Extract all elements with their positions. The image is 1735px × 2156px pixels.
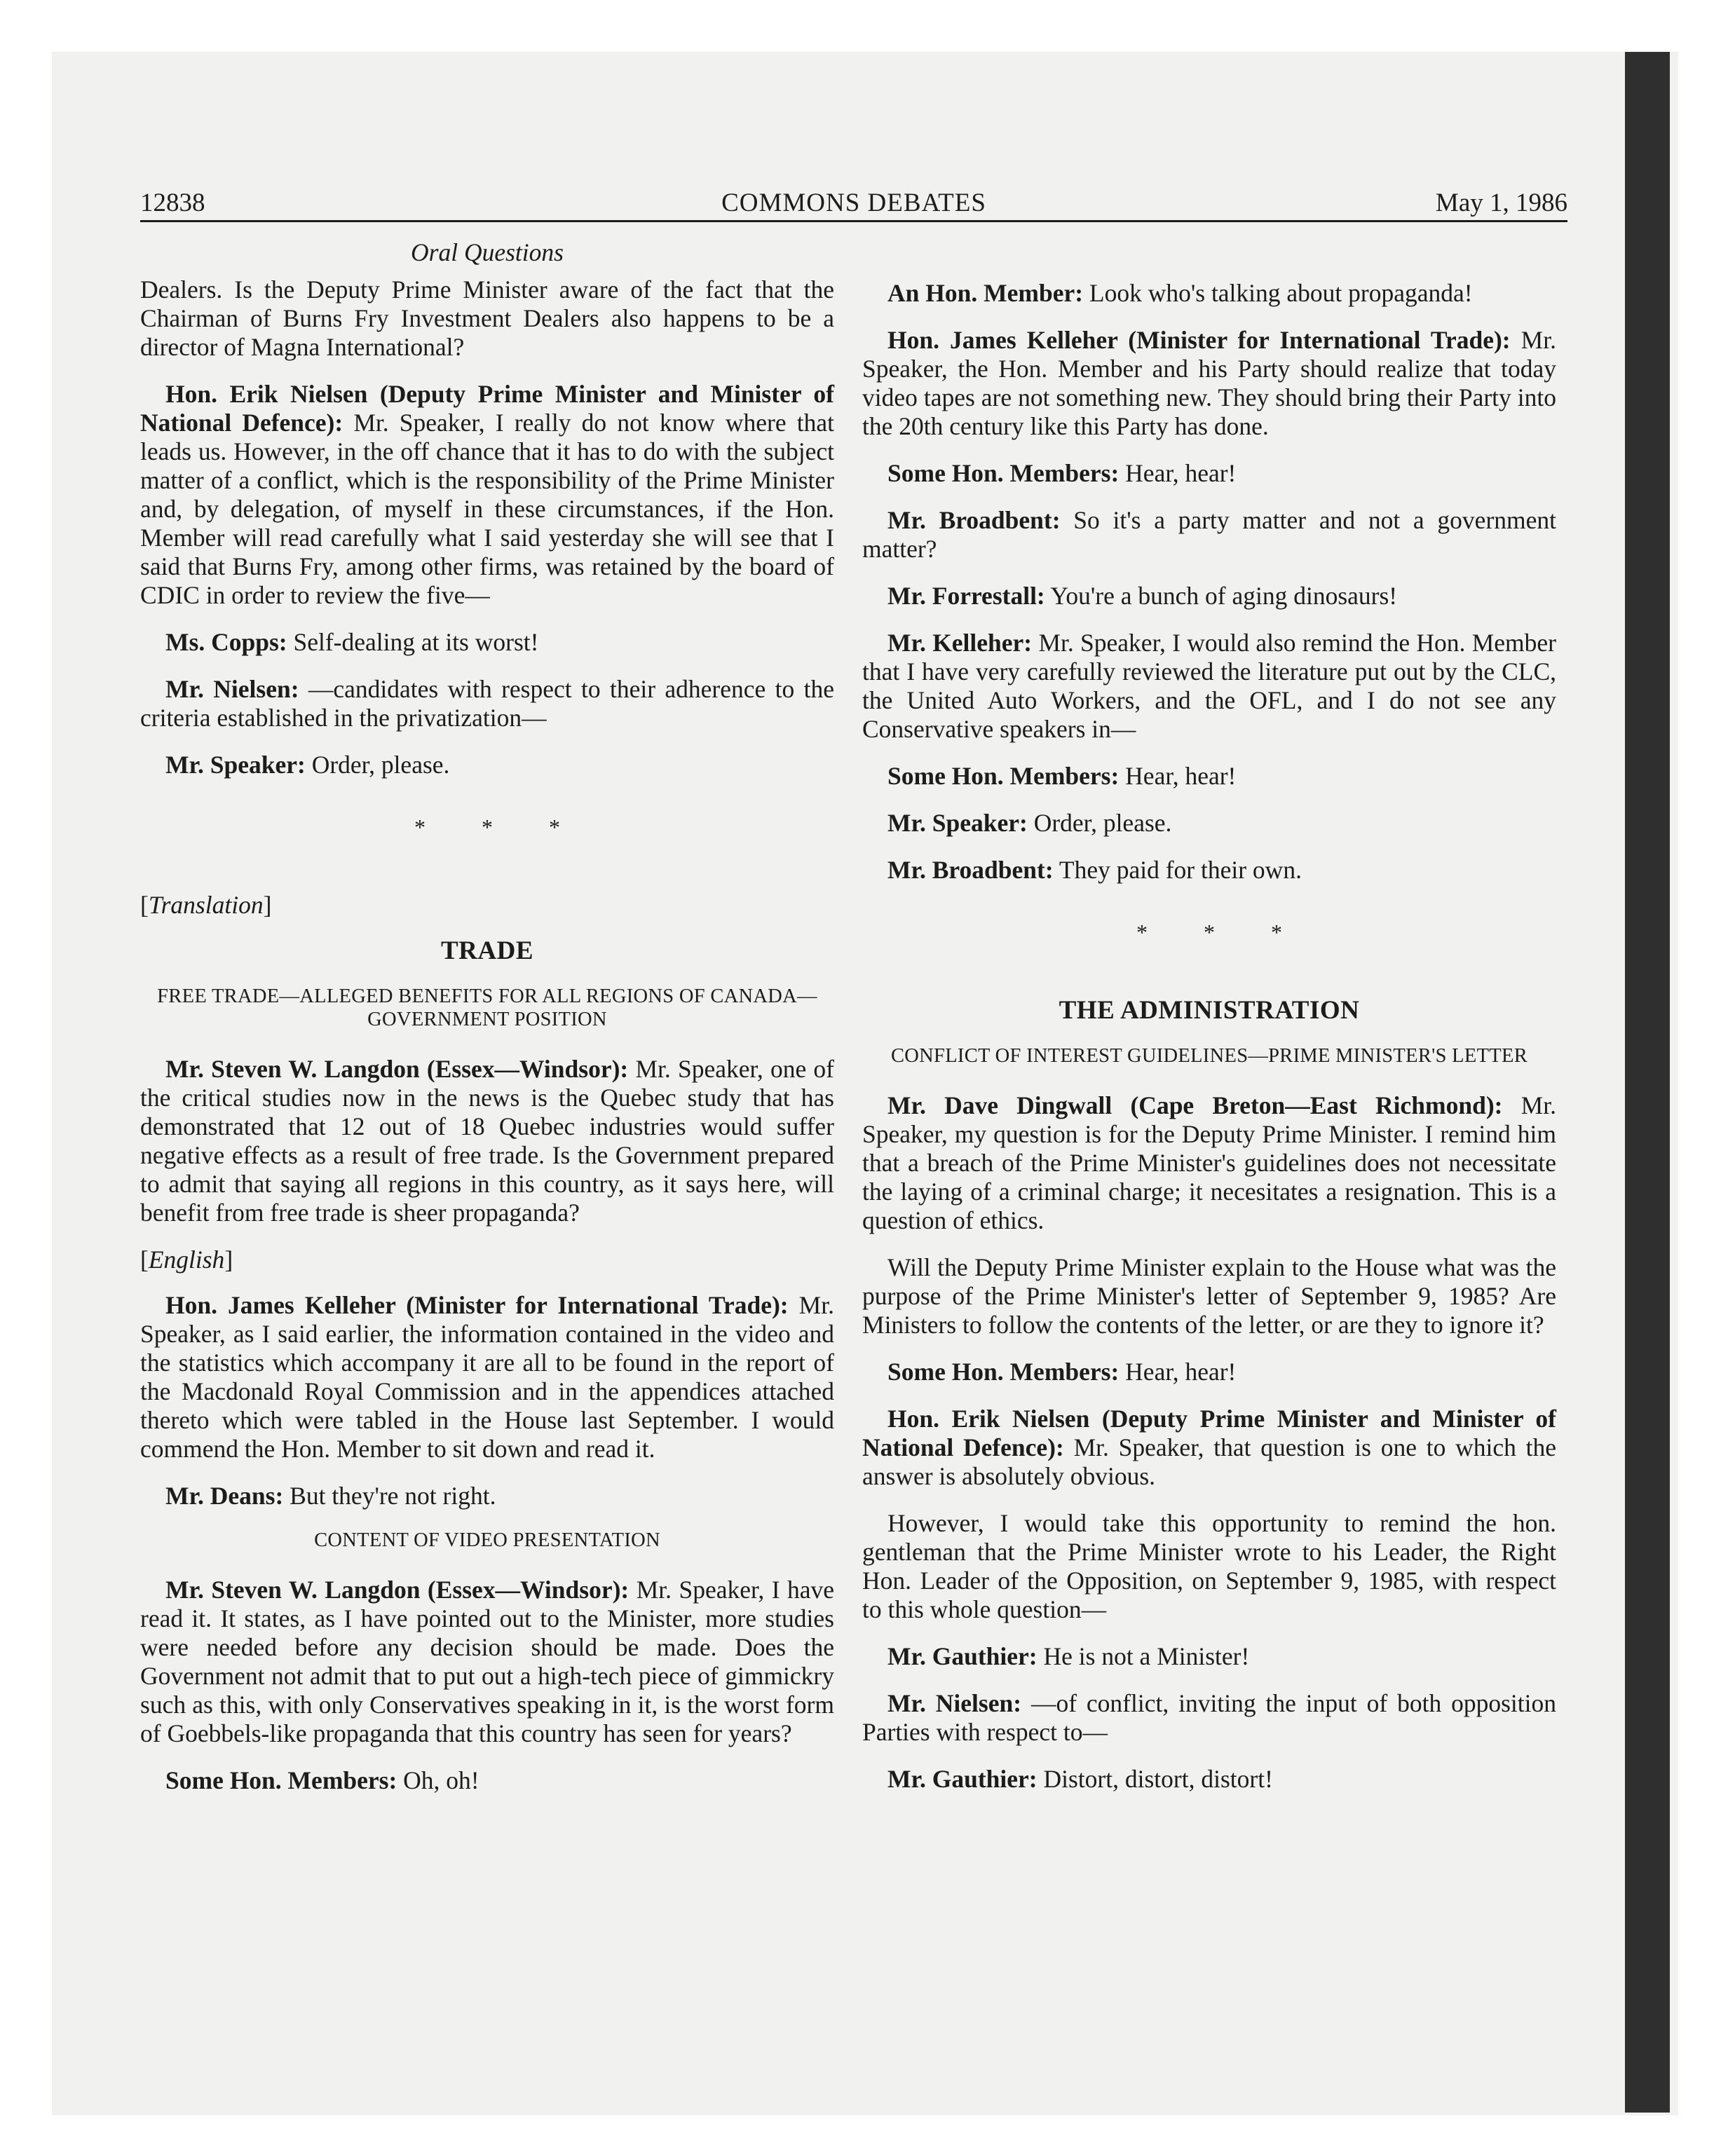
speaker-name: Mr. Deans: xyxy=(165,1482,284,1510)
paragraph xyxy=(862,1405,1556,1491)
paragraph-text: Dealers. Is the Deputy Prime Minister aware of the fact that the Chairman of Burns Fry Investment Dealers also happens to be a director of Magna International? xyxy=(140,275,834,361)
speech-text: Mr. Speaker, I have read it. It states, as I have pointed out to the Minister, more studies were needed before any decision should be made. Does the Government not admit that to put out a high-tech piece of gimmickry such as this, with only Conservatives speaking in it, is the worst form of Goebbels-like propaganda that this country has seen for years? xyxy=(140,1576,834,1747)
section-separator: * * * xyxy=(1136,920,1307,945)
language-label: Translation xyxy=(148,891,264,919)
speaker-name: An Hon. Member: xyxy=(887,279,1084,307)
speaker-name: Mr. Steven W. Langdon (Essex—Windsor): xyxy=(165,1576,630,1604)
speaker-name: Mr. Forrestall: xyxy=(887,582,1045,610)
language-marker: [English] xyxy=(140,1246,233,1274)
speaker-name: Mr. Nielsen: xyxy=(887,1689,1022,1717)
paragraph xyxy=(862,1689,1556,1747)
speaker-name: Mr. Speaker: xyxy=(165,751,306,779)
section-heading: TRADE xyxy=(440,936,534,965)
paragraph-text: However, I would take this opportunity to remind the hon. gentleman that the Prime Minister wrote to his Leader, the Right Hon. Leader of the Opposition, on September 9, 1985, with respect to this whole question— xyxy=(862,1509,1556,1623)
speech-text: Order, please. xyxy=(305,751,450,779)
paragraph xyxy=(140,275,834,362)
speaker-name: Mr. Gauthier: xyxy=(887,1765,1037,1793)
speech-text: Look who's talking about propaganda! xyxy=(1083,279,1473,307)
paragraph xyxy=(140,675,834,732)
speaker-name: Some Hon. Members: xyxy=(165,1766,397,1794)
speaker-name: Mr. Dave Dingwall (Cape Breton—East Richmond): xyxy=(887,1091,1503,1119)
speaker-name: Some Hon. Members: xyxy=(887,1358,1120,1386)
language-marker: [Translation] xyxy=(140,891,272,919)
speaker-name: Ms. Copps: xyxy=(165,628,287,656)
speech-text: Mr. Speaker, as I said earlier, the information contained in the video and the statistics which accompany it are all to be found in the report of the Macdonald Royal Commission and in the appendices attached thereto which were tabled in the House last September. I would commend the Hon. Member to sit down and read it. xyxy=(140,1291,834,1463)
speaker-name: Mr. Kelleher: xyxy=(887,629,1033,657)
speaker-name: Hon. James Kelleher (Minister for International Trade): xyxy=(887,326,1511,354)
speech-text: Oh, oh! xyxy=(397,1766,479,1794)
paragraph xyxy=(140,1576,834,1748)
speaker-name: Mr. Broadbent: xyxy=(887,506,1061,534)
publication-title: COMMONS DEBATES xyxy=(721,189,986,217)
speaker-name: Mr. Nielsen: xyxy=(165,675,299,703)
speech-text: Hear, hear! xyxy=(1119,762,1237,790)
speech-text: Self-dealing at its worst! xyxy=(287,628,539,656)
speaker-name: Mr. Gauthier: xyxy=(887,1642,1037,1670)
publication-date: May 1, 1986 xyxy=(1435,189,1567,217)
paragraph xyxy=(862,1642,1556,1671)
paragraph xyxy=(140,628,834,657)
paragraph xyxy=(862,1509,1556,1624)
right-column xyxy=(862,279,1556,1812)
paragraph xyxy=(862,762,1556,791)
paragraph xyxy=(862,1091,1556,1235)
speech-text: Mr. Speaker, the Hon. Member and his Party should realize that today video tapes are not something new. They should bring their Party into the 20th century like this Party has done. xyxy=(862,326,1556,440)
paragraph xyxy=(140,751,834,779)
paragraph xyxy=(140,380,834,610)
subsection-heading: FREE TRADE—ALLEGED BENEFITS FOR ALL REGIONS OF CANADA—GOVERNMENT POSITION xyxy=(157,985,817,1030)
subsection-heading: CONTENT OF VIDEO PRESENTATION xyxy=(314,1529,660,1551)
paragraph xyxy=(862,1358,1556,1386)
paragraph xyxy=(140,1482,834,1510)
speech-text: Distort, distort, distort! xyxy=(1037,1765,1273,1793)
speech-text: —candidates with respect to their adherence to the criteria established in the privatization— xyxy=(140,675,834,732)
paragraph xyxy=(862,506,1556,564)
section-separator: * * * xyxy=(414,814,585,840)
speaker-name: Mr. Steven W. Langdon (Essex—Windsor): xyxy=(165,1055,629,1083)
speaker-name: Hon. James Kelleher (Minister for International Trade): xyxy=(165,1291,789,1319)
speaker-name: Some Hon. Members: xyxy=(887,762,1120,790)
speaker-name: Mr. Speaker: xyxy=(887,809,1028,837)
language-label: English xyxy=(148,1246,225,1274)
binding-edge xyxy=(1625,52,1670,2113)
speaker-name: Hon. Erik Nielsen (Deputy Prime Minister and Minister of National Defence): xyxy=(140,380,834,437)
paragraph xyxy=(862,582,1556,610)
header-rule xyxy=(140,220,1567,222)
speech-text: Hear, hear! xyxy=(1119,459,1237,487)
paragraph xyxy=(140,1766,834,1795)
speech-text: They paid for their own. xyxy=(1053,856,1302,884)
paragraph xyxy=(862,279,1556,308)
speech-text: Mr. Speaker, that question is one to which the answer is absolutely obvious. xyxy=(862,1433,1557,1490)
speech-text: Mr. Speaker, my question is for the Deputy Prime Minister. I remind him that a breach of the Prime Minister's guidelines does not necessitate the laying of a criminal charge; it necesitates a resignation. This is a question of ethics. xyxy=(862,1091,1556,1234)
speech-text: Order, please. xyxy=(1027,809,1172,837)
paragraph xyxy=(140,1291,834,1464)
left-column xyxy=(140,238,834,1813)
paragraph xyxy=(862,809,1556,838)
speech-text: Mr. Speaker, I really do not know where that leads us. However, in the off chance that it has to do with the subject matter of a conflict, which is the responsibility of the Prime Minister and, by delegation, of myself in these circumstances, if the Hon. Member will read carefully what I said yesterday she will see that I said that Burns Fry, among other firms, was retained by the board of CDIC in order to review the five— xyxy=(140,409,834,609)
speech-text: But they're not right. xyxy=(283,1482,496,1510)
speech-text: Mr. Speaker, one of the critical studies now in the news is the Quebec study that has demonstrated that 12 out of 18 Quebec industries would suffer negative effects as a result of free trade. Is the Government prepared to admit that saying all regions in this country, as it says here, will benefit from free trade is sheer propaganda? xyxy=(140,1055,834,1227)
page-header xyxy=(140,188,1567,224)
paragraph xyxy=(862,1253,1556,1339)
speech-text: So it's a party matter and not a government matter? xyxy=(862,506,1556,563)
running-head: Oral Questions xyxy=(411,238,564,266)
speaker-name: Mr. Broadbent: xyxy=(887,856,1054,884)
page-number: 12838 xyxy=(140,189,205,217)
speech-text: You're a bunch of aging dinosaurs! xyxy=(1045,582,1398,610)
paragraph-text: Will the Deputy Prime Minister explain to the House what was the purpose of the Prime Minister's letter of September 9, 1985? Are Ministers to follow the contents of the letter, or are they to ignore it? xyxy=(862,1253,1556,1339)
speech-text: —of conflict, inviting the input of both opposition Parties with respect to— xyxy=(862,1689,1556,1746)
speech-text: Hear, hear! xyxy=(1119,1358,1237,1386)
subsection-heading: CONFLICT OF INTEREST GUIDELINES—PRIME MINISTER'S LETTER xyxy=(890,1045,1528,1067)
paragraph xyxy=(862,1765,1556,1794)
speaker-name: Some Hon. Members: xyxy=(887,459,1120,487)
speech-text: He is not a Minister! xyxy=(1037,1642,1250,1670)
paragraph xyxy=(862,459,1556,488)
speaker-name: Hon. Erik Nielsen (Deputy Prime Minister and Minister of National Defence): xyxy=(862,1405,1556,1461)
paragraph xyxy=(862,856,1556,885)
paragraph xyxy=(862,629,1556,744)
paragraph xyxy=(140,1055,834,1227)
paragraph xyxy=(862,326,1556,441)
speech-text: Mr. Speaker, I would also remind the Hon. Member that I have very carefully reviewed the literature put out by the CLC, the United Auto Workers, and the OFL, and I do not see any Conservative speakers in— xyxy=(862,629,1556,743)
section-heading: THE ADMINISTRATION xyxy=(1059,996,1360,1025)
